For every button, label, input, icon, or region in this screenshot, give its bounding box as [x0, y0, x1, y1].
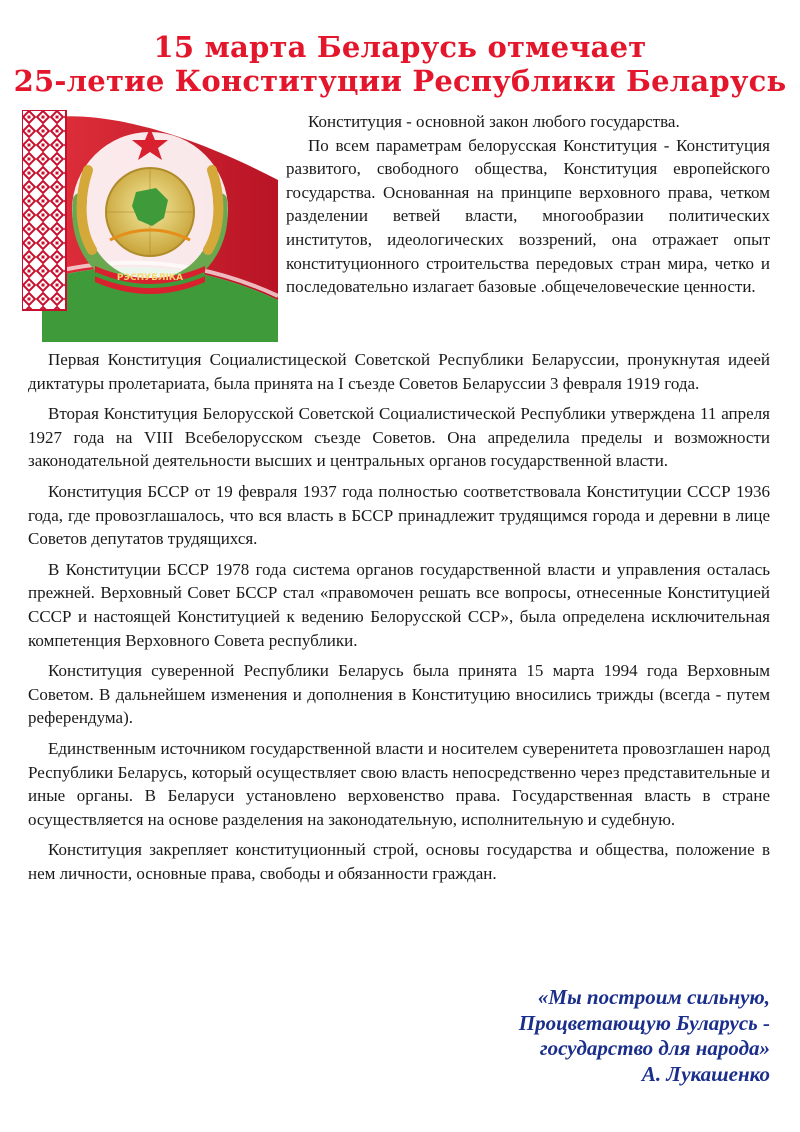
emblem-illustration	[22, 110, 278, 342]
paragraph-1978: В Конституции БССР 1978 года система органов государственной власти и управления осталась прежней. Верховный Совет БССР стал «правомочен решать все вопросы, отнесенные Конституцией СССР и настоящей Конституцией к ведению Белорусской ССР», была определена исключительная компетенция Верховного Совета республики.	[28, 559, 770, 650]
paragraph-foundations: Конституция закрепляет конституционный строй, основы государства и общества, положение в нем личности, основные права, свободы и обязанности граждан.	[28, 840, 770, 883]
quote-line-3: государство для народа»	[539, 1036, 770, 1060]
paragraph-1927: Вторая Конституция Белорусской Советской Социалистической Республики утверждена 11 апреля 1927 года на VIII Всебелорусском съезде Советов. Она апределила пределы и возможности законодательной деятельности высших и центральных органов государственной власти.	[28, 404, 770, 471]
paragraph-1994: Конституция суверенной Республики Беларусь была принята 15 марта 1994 года Верховным Советом. В дальнейшем изменения и дополнения в Конституцию вносились трижды (всегда - путем референдума).	[28, 661, 770, 728]
flag-and-emblem-icon	[22, 110, 278, 342]
intro-paragraph-2: По всем параметрам белорусская Конституция - Конституция развитого, свободного общества, Конституция европейского государства. Основанная на принципе верховного права, четком разделении ветвей власти, многообразии политических институтов, идеологических воззрений, она отражает опыт конституционного строительства передовых стран мира, четко и последовательно излагает базовые .общечеловеческие ценности.	[286, 135, 770, 297]
quote-line-1: «Мы построим сильную,	[537, 985, 770, 1009]
title-line-1: 15 марта Беларусь отмечает	[153, 30, 647, 64]
page-title	[0, 30, 800, 98]
paragraph-1919: Первая Конституция Социалистицеской Советской Республики Беларуссии, пронукнутая идеей диктатуры пролетариата, была принята на I съезде Советов Беларуссии 3 февраля 1919 года.	[28, 350, 770, 393]
intro-text	[286, 110, 770, 299]
quote-line-2: Процветающую Буларусь -	[518, 1010, 770, 1035]
intro-paragraph-1: Конституция - основной закон любого государства.	[308, 112, 680, 131]
title-line-2: 25-летие Конституции Республики Беларусь	[13, 64, 787, 98]
emblem-ribbon-text: РЭСПУБЛІКА	[116, 273, 184, 283]
quote-block	[350, 985, 770, 1087]
paragraph-1937: Конституция БССР от 19 февраля 1937 года полностью соответствовала Конституции СССР 1936 года, где провозглашалось, что вся власть в БССР принадлежит трудящимся города и деревни в лице Советов депутатов трудящихся.	[28, 481, 770, 549]
paragraph-sovereignty: Единственным источником государственной власти и носителем суверенитета провозглашен народ Республики Беларусь, который осуществляет свою власть непосредственно через представительные и иные органы. В Беларуси установлено верховенство права. Государственная власть в стране осуществляется на основе разделения на законодательную, исполнительную и судебную.	[28, 738, 770, 829]
article-body	[28, 348, 770, 892]
quote-author: А. Лукашенко	[641, 1061, 770, 1086]
